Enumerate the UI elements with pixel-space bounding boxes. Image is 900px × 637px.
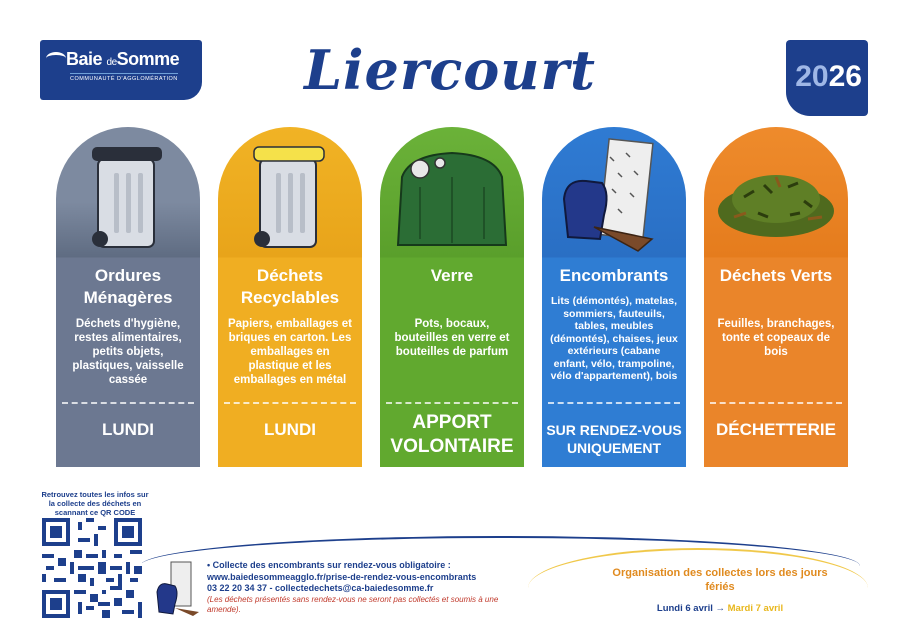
card-household-waste xyxy=(56,127,200,467)
bulky-furniture-icon xyxy=(153,560,203,616)
collection-day: SUR RENDEZ-VOUS UNIQUEMENT xyxy=(546,422,682,456)
card-title: Déchets Verts xyxy=(719,266,833,285)
card-green-waste xyxy=(704,127,848,467)
divider xyxy=(224,402,356,404)
card-description: Lits (démontés), matelas, sommiers, fauteuils, tables, meubles (démontés), chaises, jeux extérieurs (cabane enfant, vélo, trampoline, vélo d'appartement), bois xyxy=(550,295,678,382)
divider xyxy=(710,402,842,404)
holiday-title: Organisation des collectes lors des jours fériés xyxy=(612,567,828,593)
divider xyxy=(386,402,518,404)
divider xyxy=(548,402,680,404)
card-title: Déchets Recyclables xyxy=(240,266,340,307)
card-description: Feuilles, branchages, tonte et copeaux de bois xyxy=(717,318,835,358)
year-badge: 2026 xyxy=(786,40,868,116)
card-title: Ordures Ménagères xyxy=(83,266,173,307)
collection-day: LUNDI xyxy=(264,420,316,439)
divider xyxy=(62,402,194,404)
card-description: Papiers, emballages et briques en carton. Les emballages en plastique et les emballages en métal xyxy=(227,318,352,386)
collection-day: DÉCHETTERIE xyxy=(716,420,836,439)
grey-bin-icon xyxy=(56,127,200,257)
holiday-notice xyxy=(610,566,830,616)
qr-caption: Retrouvez toutes les infos sur la collecte des déchets en scannant ce QR CODE xyxy=(41,490,149,517)
bulky-info xyxy=(207,560,527,615)
holiday-from: Lundi 6 avril xyxy=(656,603,713,614)
furniture-icon xyxy=(542,127,686,257)
appointment-link[interactable]: www.baiedesommeagglo.fr/prise-de-rendez-vous-encombrants xyxy=(207,571,477,582)
collection-day: LUNDI xyxy=(102,420,154,439)
fine-note: (Les déchets présentés sans rendez-vous ne seront pas collectés et soumis à une amende). xyxy=(207,594,499,614)
card-recyclables xyxy=(218,127,362,467)
glass-container-icon xyxy=(380,127,524,257)
leaves-pile-icon xyxy=(704,127,848,257)
holiday-to: Mardi 7 avril xyxy=(727,603,784,614)
arrow-icon: → xyxy=(715,603,725,614)
yellow-bin-icon xyxy=(218,127,362,257)
contact-line[interactable]: 03 22 20 34 37 - collectedechets@ca-baiedesomme.fr xyxy=(207,583,434,593)
card-glass xyxy=(380,127,524,467)
card-title: Verre xyxy=(430,266,474,285)
logo-subtitle: COMMUNAUTÉ D'AGGLOMÉRATION xyxy=(70,73,178,82)
logo-brand: Baie deSomme xyxy=(66,49,180,69)
card-title: Encombrants xyxy=(559,266,669,285)
info-line: • Collecte des encombrants sur rendez-vous obligatoire : xyxy=(207,560,451,570)
card-description: Déchets d'hygiène, restes alimentaires, petits objets, plastiques, vaisselle cassée xyxy=(72,318,184,386)
card-bulky-items xyxy=(542,127,686,467)
qr-code-icon[interactable] xyxy=(42,518,142,618)
card-description: Pots, bocaux, bouteilles en verre et bouteilles de parfum xyxy=(394,318,510,358)
collection-day: APPORT VOLONTAIRE xyxy=(390,412,514,457)
page-title: Liercourt xyxy=(304,38,596,102)
holiday-dates xyxy=(610,602,830,616)
